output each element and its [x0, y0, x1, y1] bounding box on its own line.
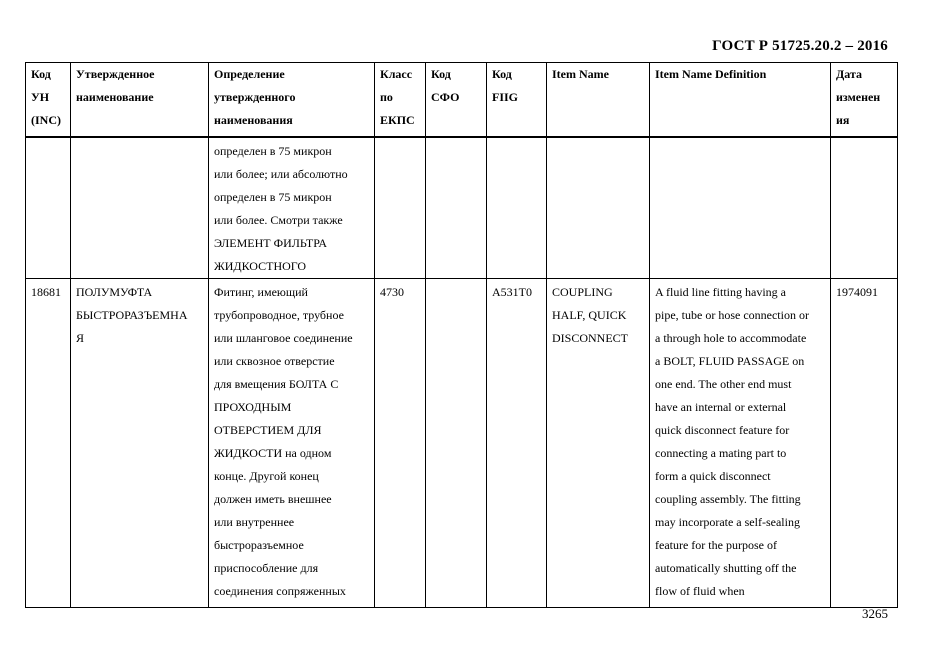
- cell-definition: Фитинг, имеющий трубопроводное, трубное или шланговое соединение или сквозное отверстие для вмещения БОЛТА С ПРОХОДНЫМ ОТВЕРСТИЕМ ДЛЯ ЖИДКОСТИ на одном конце. Другой конец должен иметь внешнее или внутреннее быстроразъемное приспособление для соединения сопряженных: [209, 278, 375, 607]
- column-header-item-name: Item Name: [547, 63, 650, 137]
- cell-item-name-definition: [650, 137, 831, 279]
- cell-approved-name: [71, 137, 209, 279]
- table-row: [26, 137, 898, 279]
- column-header-approved-name: Утвержденное наименование: [71, 63, 209, 137]
- cell-fiig: A531T0: [487, 278, 547, 607]
- cell-fiig: [487, 137, 547, 279]
- cell-item-name: COUPLING HALF, QUICK DISCONNECT: [547, 278, 650, 607]
- column-header-sfo: Код СФО: [426, 63, 487, 137]
- table-header-row: [26, 63, 898, 137]
- nomenclature-table: [25, 62, 898, 608]
- cell-change-date: [831, 137, 898, 279]
- table-row: [26, 278, 898, 607]
- cell-item-name-definition: A fluid line fitting having a pipe, tube or hose connection or a through hole to accommodate a BOLT, FLUID PASSAGE on one end. The other end must have an internal or external quick disconnect feature for connecting a mating part to form a quick disconnect coupling assembly. The fitting may incorporate a self-sealing feature for the purpose of automatically shutting off the flow of fluid when: [650, 278, 831, 607]
- document-standard-title: ГОСТ Р 51725.20.2 – 2016: [712, 38, 888, 54]
- cell-inc: [26, 137, 71, 279]
- column-header-definition: Определение утвержденного наименования: [209, 63, 375, 137]
- cell-inc: 18681: [26, 278, 71, 607]
- page-number: 3265: [862, 606, 888, 621]
- cell-class: 4730: [375, 278, 426, 607]
- column-header-inc: Код УН (INC): [26, 63, 71, 137]
- cell-definition: определен в 75 микрон или более; или абсолютно определен в 75 микрон или более. Смотри также ЭЛЕМЕНТ ФИЛЬТРА ЖИДКОСТНОГО: [209, 137, 375, 279]
- cell-approved-name: ПОЛУМУФТА БЫСТРОРАЗЪЕМНА Я: [71, 278, 209, 607]
- column-header-fiig: Код FIIG: [487, 63, 547, 137]
- cell-sfo: [426, 137, 487, 279]
- cell-class: [375, 137, 426, 279]
- cell-item-name: [547, 137, 650, 279]
- cell-change-date: 1974091: [831, 278, 898, 607]
- column-header-change-date: Дата изменен ия: [831, 63, 898, 137]
- column-header-class: Класс по ЕКПС: [375, 63, 426, 137]
- column-header-item-name-definition: Item Name Definition: [650, 63, 831, 137]
- cell-sfo: [426, 278, 487, 607]
